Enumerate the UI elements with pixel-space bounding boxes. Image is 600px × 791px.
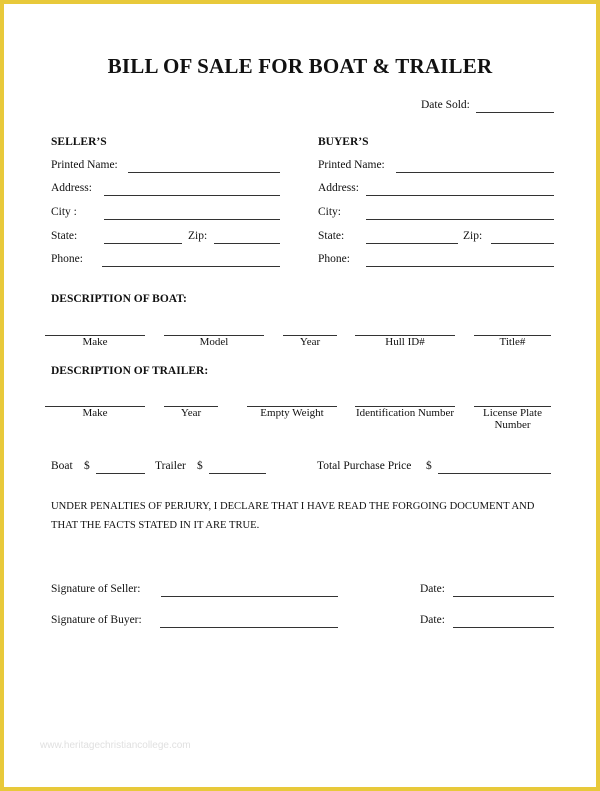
buyer-phone-field[interactable] <box>366 266 554 267</box>
buyer-date-field[interactable] <box>453 627 554 628</box>
declaration-line-2: THAT THE FACTS STATED IN IT ARE TRUE. <box>51 520 260 531</box>
buyer-address-field[interactable] <box>366 195 554 196</box>
buyer-printed-name-field[interactable] <box>396 172 554 173</box>
seller-signature-field[interactable] <box>161 596 338 597</box>
boat-make-caption: Make <box>82 336 108 348</box>
seller-phone-label: Phone: <box>51 253 83 265</box>
seller-date-label: Date: <box>420 583 445 595</box>
boat-hull-id-caption: Hull ID# <box>385 336 425 348</box>
buyer-heading: BUYER’S <box>318 136 369 148</box>
boat-description-heading: DESCRIPTION OF BOAT: <box>51 293 187 305</box>
buyer-date-label: Date: <box>420 614 445 626</box>
trailer-empty-weight-caption: Empty Weight <box>260 407 324 419</box>
date-sold-label: Date Sold: <box>421 99 470 111</box>
seller-address-field[interactable] <box>104 195 280 196</box>
buyer-state-field[interactable] <box>366 243 458 244</box>
date-sold-field[interactable] <box>476 112 554 113</box>
seller-phone-field[interactable] <box>102 266 280 267</box>
trailer-year-caption: Year <box>180 407 202 419</box>
boat-price-label: Boat <box>51 460 73 472</box>
seller-address-label: Address: <box>51 182 92 194</box>
seller-printed-name-label: Printed Name: <box>51 159 118 171</box>
boat-year-caption: Year <box>299 336 321 348</box>
seller-state-field[interactable] <box>104 243 182 244</box>
buyer-state-label: State: <box>318 230 345 242</box>
trailer-description-heading: DESCRIPTION OF TRAILER: <box>51 365 209 377</box>
document-page <box>4 4 596 787</box>
watermark-text: www.heritagechristiancollege.com <box>40 740 191 751</box>
seller-heading: SELLER’S <box>51 136 107 148</box>
trailer-price-currency: $ <box>197 460 203 472</box>
buyer-address-label: Address: <box>318 182 359 194</box>
trailer-identification-number-caption: Identification Number <box>355 407 455 419</box>
seller-zip-label: Zip: <box>188 230 208 242</box>
buyer-zip-field[interactable] <box>491 243 554 244</box>
seller-city-field[interactable] <box>104 219 280 220</box>
trailer-make-caption: Make <box>82 407 108 419</box>
trailer-license-plate-caption: License Plate Number <box>483 407 542 431</box>
boat-title-number-caption: Title# <box>499 336 526 348</box>
buyer-city-field[interactable] <box>366 219 554 220</box>
total-price-label: Total Purchase Price <box>317 460 412 472</box>
seller-signature-label: Signature of Seller: <box>51 583 141 595</box>
buyer-signature-label: Signature of Buyer: <box>51 614 142 626</box>
buyer-city-label: City: <box>318 206 342 218</box>
seller-date-field[interactable] <box>453 596 554 597</box>
declaration-line-1: UNDER PENALTIES OF PERJURY, I DECLARE THAT I HAVE READ THE FORGOING DOCUMENT AND <box>51 501 535 512</box>
boat-model-caption: Model <box>199 336 229 348</box>
buyer-signature-field[interactable] <box>160 627 338 628</box>
boat-price-field[interactable] <box>96 473 145 474</box>
seller-state-label: State: <box>51 230 78 242</box>
total-price-currency: $ <box>426 460 432 472</box>
buyer-phone-label: Phone: <box>318 253 350 265</box>
total-price-field[interactable] <box>438 473 551 474</box>
document-title: BILL OF SALE FOR BOAT & TRAILER <box>107 54 493 78</box>
buyer-printed-name-label: Printed Name: <box>318 159 385 171</box>
buyer-zip-label: Zip: <box>463 230 483 242</box>
boat-price-currency: $ <box>84 460 90 472</box>
seller-city-label: City : <box>51 206 77 218</box>
trailer-price-field[interactable] <box>209 473 266 474</box>
seller-zip-field[interactable] <box>214 243 280 244</box>
seller-printed-name-field[interactable] <box>128 172 280 173</box>
trailer-price-label: Trailer <box>155 460 186 472</box>
